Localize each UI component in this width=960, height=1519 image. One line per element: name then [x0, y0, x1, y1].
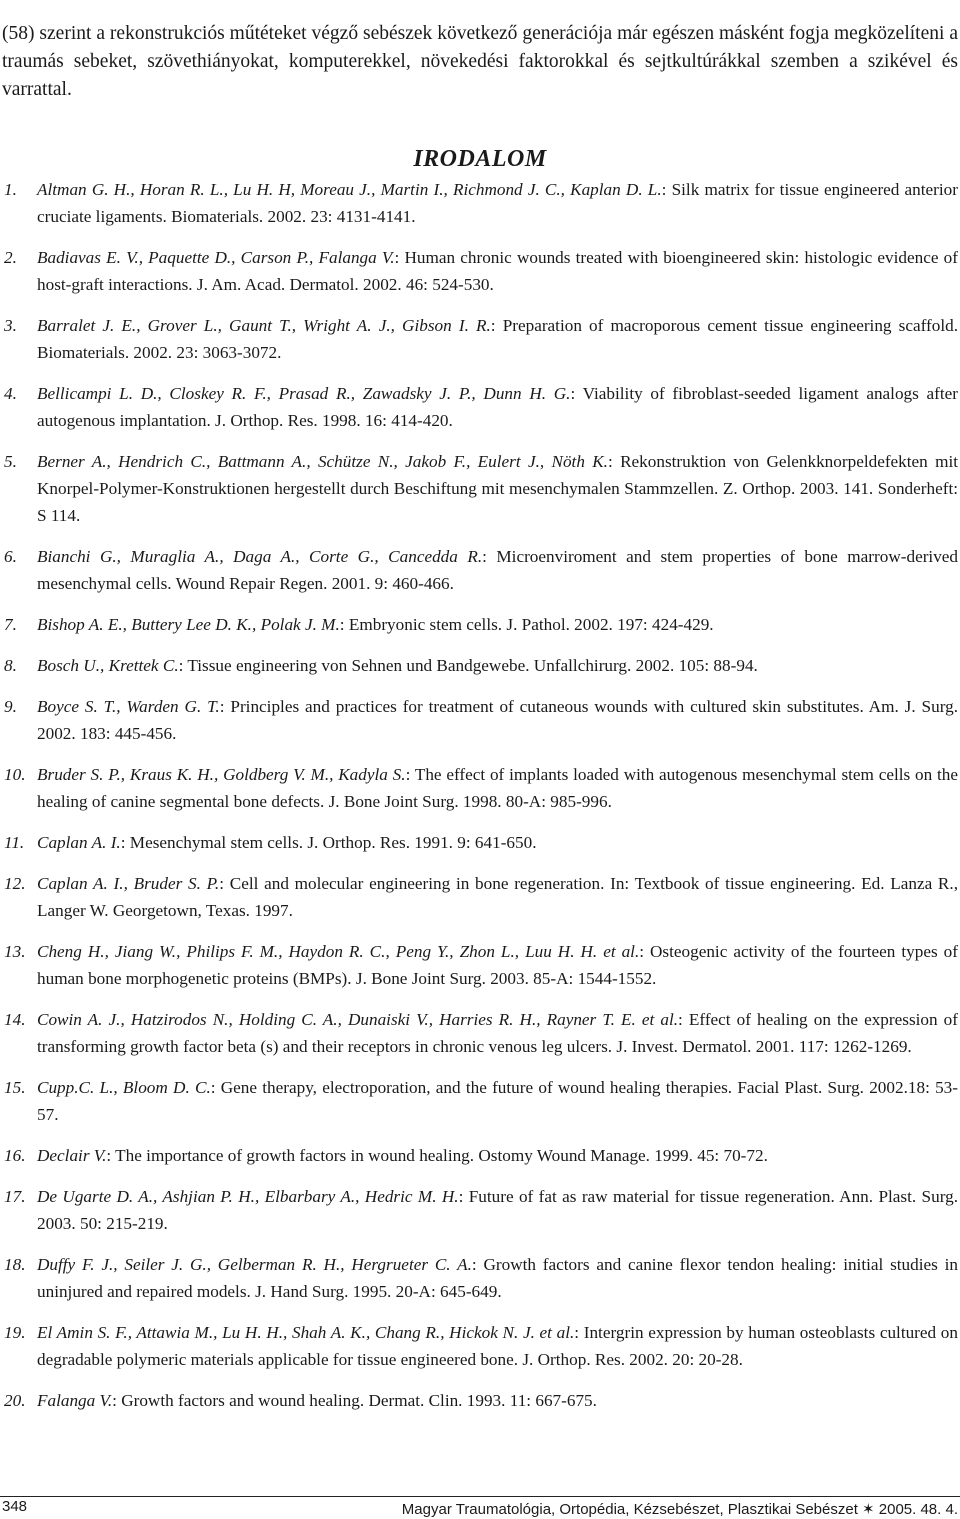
reference-authors: Boyce S. T., Warden G. T. — [37, 697, 220, 716]
reference-authors: Bellicampi L. D., Closkey R. F., Prasad R., Zawadsky J. P., Dunn H. G. — [37, 384, 571, 403]
reference-text: : Gene therapy, electroporation, and the future of wound healing therapies. Facial Plast. Surg. 2002.18: 53-57. — [37, 1078, 958, 1124]
reference-text: : Principles and practices for treatment of cutaneous wounds with cultured skin substitutes. Am. J. Surg. 2002. 183: 445-456. — [37, 697, 958, 743]
page-number: 348 — [2, 1498, 28, 1515]
reference-number: 4. — [4, 384, 17, 403]
reference-item — [0, 543, 958, 597]
reference-text: : The effect of implants loaded with autogenous mesenchymal stem cells on the healing of canine segmental bone defects. J. Bone Joint Surg. 1998. 80-A: 985-996. — [37, 765, 958, 811]
reference-text: : Viability of fibroblast-seeded ligament analogs after autogenous implantation. J. Orthop. Res. 1998. 16: 414-420. — [37, 384, 958, 430]
reference-text: : Rekonstruktion von Gelenkknorpeldefekten mit Knorpel-Polymer-Konstruktionen hergestellt durch Beschiftung mit mesenchymalen Stammzellen. Z. Orthop. 2003. 141. Sonderheft: S 114. — [37, 452, 958, 525]
reference-item — [0, 761, 958, 815]
reference-item — [0, 652, 958, 679]
reference-authors: De Ugarte D. A., Ashjian P. H., Elbarbary A., Hedric M. H. — [37, 1187, 459, 1206]
reference-item — [0, 1142, 958, 1169]
reference-item — [0, 1006, 958, 1060]
reference-text: : Silk matrix for tissue engineered anterior cruciate ligaments. Biomaterials. 2002. 23: 4131-4141. — [37, 180, 958, 226]
reference-number: 6. — [4, 547, 17, 566]
reference-number: 9. — [4, 697, 17, 716]
reference-number: 3. — [4, 316, 17, 335]
reference-authors: Bianchi G., Muraglia A., Daga A., Corte G., Cancedda R. — [37, 547, 483, 566]
reference-item — [0, 693, 958, 747]
footer-divider — [0, 1496, 960, 1497]
reference-number: 17. — [4, 1187, 26, 1206]
reference-item — [0, 244, 958, 298]
reference-text: : Tissue engineering von Sehnen und Bandgewebe. Unfallchirurg. 2002. 105: 88-94. — [178, 656, 758, 675]
reference-item — [0, 1183, 958, 1237]
reference-number: 12. — [4, 874, 26, 893]
section-heading: IRODALOM — [413, 145, 547, 172]
reference-text: : Preparation of macroporous cement tissue engineering scaffold. Biomaterials. 2002. 23: 3063-3072. — [37, 316, 958, 362]
reference-authors: Barralet J. E., Grover L., Gaunt T., Wright A. J., Gibson I. R. — [37, 316, 491, 335]
reference-number: 10. — [4, 765, 26, 784]
reference-text: : Osteogenic activity of the fourteen types of human bone morphogenetic proteins (BMPs). J. Bone Joint Surg. 2003. 85-A: 1544-1552. — [37, 942, 958, 988]
reference-number: 19. — [4, 1323, 26, 1342]
reference-number: 14. — [4, 1010, 26, 1029]
reference-authors: Badiavas E. V., Paquette D., Carson P., Falanga V. — [37, 248, 395, 267]
reference-number: 16. — [4, 1146, 26, 1165]
intro-paragraph: (58) szerint a rekonstrukciós műtéteket végző sebészek következő generációja már egészen másként fogja megközelíteni a traumás sebeket, szövethiányokat, komputerekkel, növekedési faktorokkal és sejtkultúrákkal szemben a szikével és varrattal. — [2, 22, 958, 100]
journal-citation: Magyar Traumatológia, Ortopédia, Kézsebészet, Plasztikai Sebészet ✶ 2005. 48. 4. — [401, 1501, 958, 1518]
reference-authors: Cowin A. J., Hatzirodos N., Holding C. A., Dunaiski V., Harries R. H., Rayner T. E. et al. — [37, 1010, 679, 1029]
reference-item — [0, 1074, 958, 1128]
reference-number: 13. — [4, 942, 26, 961]
reference-authors: Duffy F. J., Seiler J. G., Gelberman R. H., Hergrueter C. A. — [37, 1255, 472, 1274]
reference-item — [0, 829, 958, 856]
reference-item — [0, 1251, 958, 1305]
reference-item — [0, 312, 958, 366]
reference-item — [0, 176, 958, 230]
reference-authors: Falanga V. — [37, 1391, 113, 1410]
reference-text: : Effect of healing on the expression of transforming growth factor beta (s) and their receptors in chronic venous leg ulcers. J. Invest. Dermatol. 2001. 117: 1262-1269. — [37, 1010, 958, 1056]
reference-item — [0, 448, 958, 529]
reference-text: : Growth factors and wound healing. Dermat. Clin. 1993. 11: 667-675. — [112, 1391, 597, 1410]
reference-text: : Mesenchymal stem cells. J. Orthop. Res. 1991. 9: 641-650. — [120, 833, 537, 852]
reference-authors: Cupp.C. L., Bloom D. C. — [37, 1078, 211, 1097]
reference-number: 11. — [4, 833, 25, 852]
reference-item — [0, 938, 958, 992]
reference-item — [0, 870, 958, 924]
reference-text: : Intergrin expression by human osteoblasts cultured on degradable polymeric materials applicable for tissue engineered bone. J. Orthop. Res. 2002. 20: 20-28. — [37, 1323, 958, 1369]
reference-authors: Bishop A. E., Buttery Lee D. K., Polak J. M. — [37, 615, 340, 634]
reference-item — [0, 1387, 958, 1414]
reference-text: : Cell and molecular engineering in bone regeneration. In: Textbook of tissue engineering. Ed. Lanza R., Langer W. Georgetown, Texas. 1997. — [37, 874, 958, 920]
reference-number: 20. — [4, 1391, 26, 1410]
reference-authors: Caplan A. I., Bruder S. P. — [37, 874, 220, 893]
reference-number: 7. — [4, 615, 17, 634]
reference-authors: Berner A., Hendrich C., Battmann A., Schütze N., Jakob F., Eulert J., Nöth K. — [37, 452, 608, 471]
reference-item — [0, 380, 958, 434]
reference-item — [0, 1319, 958, 1373]
reference-authors: Bosch U., Krettek C. — [37, 656, 179, 675]
reference-authors: Cheng H., Jiang W., Philips F. M., Haydon R. C., Peng Y., Zhon L., Luu H. H. et al. — [37, 942, 640, 961]
reference-text: : Human chronic wounds treated with bioengineered skin: histologic evidence of host-graft interactions. J. Am. Acad. Dermatol. 2002. 46: 524-530. — [37, 248, 958, 294]
reference-text: : Future of fat as raw material for tissue regeneration. Ann. Plast. Surg. 2003. 50: 215-219. — [37, 1187, 958, 1233]
reference-item — [0, 611, 958, 638]
reference-number: 2. — [4, 248, 17, 267]
reference-number: 5. — [4, 452, 17, 471]
reference-number: 1. — [4, 180, 17, 199]
reference-number: 18. — [4, 1255, 26, 1274]
reference-authors: El Amin S. F., Attawia M., Lu H. H., Shah A. K., Chang R., Hickok N. J. et al. — [37, 1323, 575, 1342]
reference-text: : Embryonic stem cells. J. Pathol. 2002. 197: 424-429. — [339, 615, 714, 634]
reference-text: : Growth factors and canine flexor tendon healing: initial studies in uninjured and repaired models. J. Hand Surg. 1995. 20-A: 645-649. — [37, 1255, 959, 1301]
reference-authors: Altman G. H., Horan R. L., Lu H. H, Moreau J., Martin I., Richmond J. C., Kaplan D. L. — [37, 180, 662, 199]
reference-list — [0, 176, 958, 1428]
reference-text: : The importance of growth factors in wound healing. Ostomy Wound Manage. 1999. 45: 70-72. — [106, 1146, 768, 1165]
reference-text: : Microenviroment and stem properties of bone marrow-derived mesenchymal cells. Wound Repair Regen. 2001. 9: 460-466. — [37, 547, 959, 593]
reference-number: 8. — [4, 656, 17, 675]
reference-authors: Caplan A. I. — [37, 833, 121, 852]
reference-number: 15. — [4, 1078, 26, 1097]
reference-authors: Declair V. — [37, 1146, 107, 1165]
reference-authors: Bruder S. P., Kraus K. H., Goldberg V. M., Kadyla S. — [37, 765, 406, 784]
